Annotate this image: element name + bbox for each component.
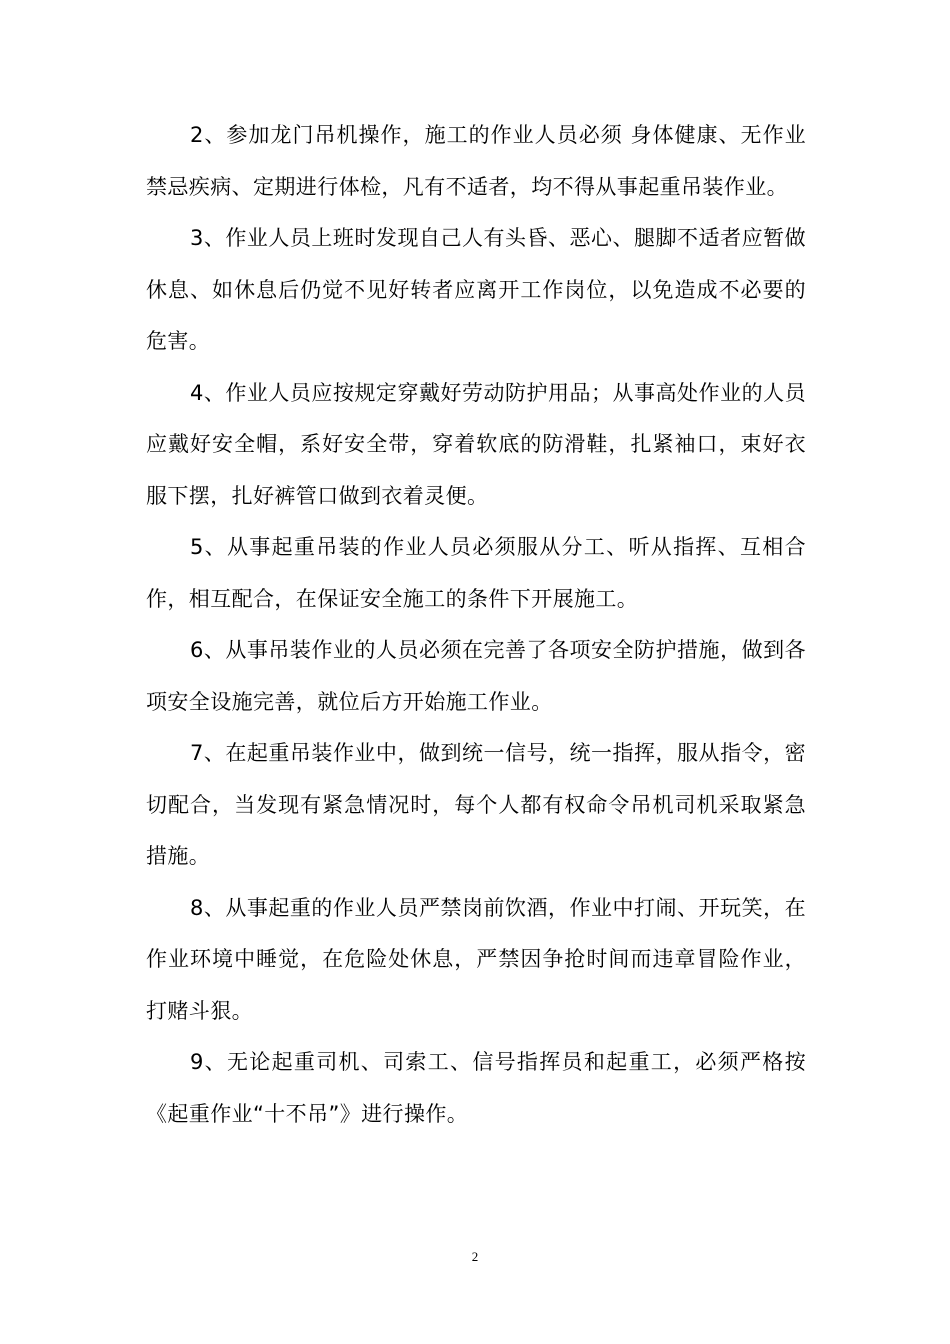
- paragraph-item-9: 9、无论起重司机、司索工、信号指挥员和起重工，必须严格按《起重作业“十不吊”》进行操作。: [146, 1050, 806, 1126]
- paragraph-item-4: 4、作业人员应按规定穿戴好劳动防护用品；从事高处作业的人员应戴好安全帽，系好安全带，穿着软底的防滑鞋，扎紧袖口，束好衣服下摆，扎好裤管口做到衣着灵便。: [146, 380, 806, 508]
- paragraph-item-5: 5、从事起重吊装的作业人员必须服从分工、听从指挥、互相合作，相互配合，在保证安全施工的条件下开展施工。: [146, 535, 806, 611]
- paragraph-item-7: 7、在起重吊装作业中，做到统一信号，统一指挥，服从指令，密切配合，当发现有紧急情况时，每个人都有权命令吊机司机采取紧急措施。: [146, 741, 806, 868]
- paragraph-item-8: 8、从事起重的作业人员严禁岗前饮酒，作业中打闹、开玩笑，在作业环境中睡觉，在危险处休息，严禁因争抢时间而违章冒险作业，打赌斗狠。: [146, 895, 806, 1023]
- paragraph-item-3: 3、作业人员上班时发现自己人有头昏、恶心、腿脚不适者应暂做休息、如休息后仍觉不见好转者应离开工作岗位，以免造成不必要的危害。: [146, 226, 806, 353]
- document-body: [146, 110, 806, 1140]
- paragraph-item-2: 2、参加龙门吊机操作，施工的作业人员必须 身体健康、无作业禁忌疾病、定期进行体检，凡有不适者，均不得从事起重吊装作业。: [146, 123, 806, 199]
- paragraph-item-6: 6、从事吊装作业的人员必须在完善了各项安全防护措施，做到各项安全设施完善，就位后方开始施工作业。: [146, 638, 806, 714]
- page-number: 2: [471, 1249, 479, 1264]
